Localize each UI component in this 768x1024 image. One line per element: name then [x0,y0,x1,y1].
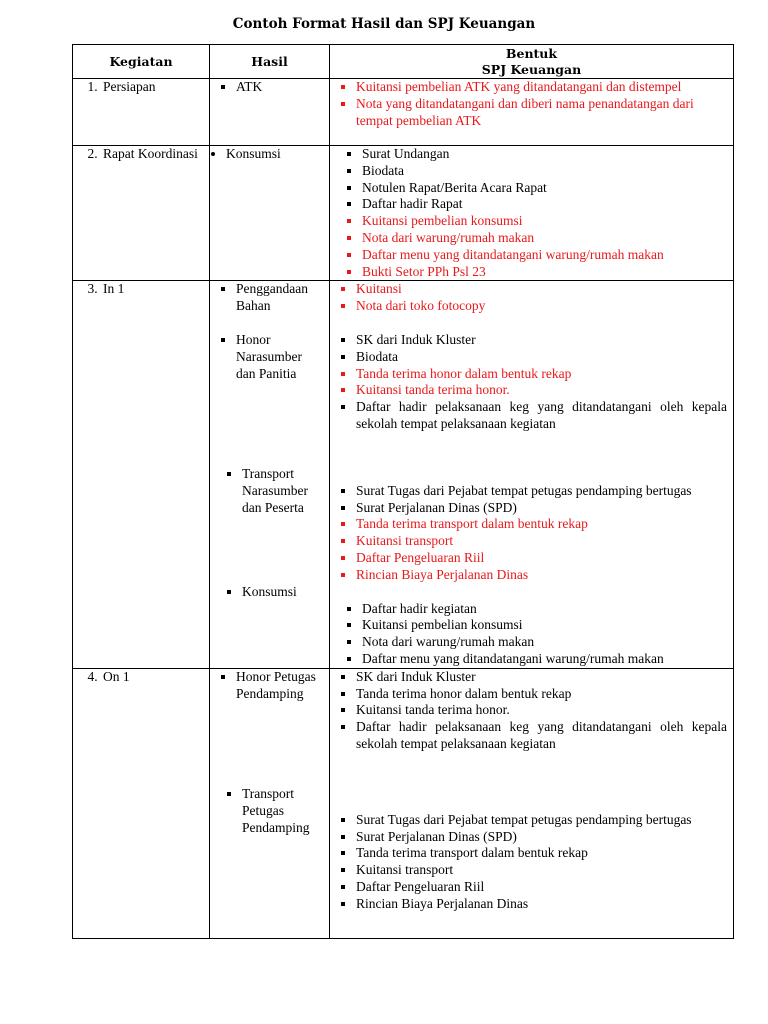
spj-item: ▪ Surat Tugas dari Pejabat tempat petugas pendamping bertugas [356,483,727,500]
spj-item: ▪ Kuitansi transport [356,533,727,550]
spj-item: ▪ Surat Tugas dari Pejabat tempat petugas pendamping bertugas [356,812,727,829]
hasil-item: ▪ Honor Narasumber dan Panitia [236,332,323,382]
spj-item: ▪ Notulen Rapat/Berita Acara Rapat [362,180,727,197]
header-kegiatan: Kegiatan [73,45,210,79]
table-row [73,146,734,281]
header-bentuk-line1: Bentuk [505,45,558,61]
spj-item: ▪ Nota dari toko fotocopy [356,298,727,315]
hasil-cell [210,668,330,938]
hasil-item: ▪ Transport Petugas Pendamping [242,786,323,836]
spj-item: ▪ Daftar hadir pelaksanaan keg yang ditandatangani oleh kepala sekolah tempat pelaksanaan kegiatan [356,399,727,433]
spj-item: ▪ Daftar hadir kegiatan [362,601,727,618]
spj-table [72,44,734,939]
table-row [73,668,734,938]
spj-cell [330,146,734,281]
kegiatan-cell [73,146,210,281]
hasil-item: • Konsumsi [226,146,323,163]
hasil-cell [210,79,330,146]
spj-cell [330,281,734,668]
spj-item: ▪ Daftar Pengeluaran Riil [356,879,727,896]
spj-item: ▪ Kuitansi tanda terima honor. [356,382,727,399]
spj-item: ▪ Kuitansi pembelian konsumsi [362,617,727,634]
kegiatan-item: 2. Rapat Koordinasi [101,146,203,163]
spj-item: ▪ Daftar menu yang ditandatangani warung/rumah makan [362,651,727,668]
header-hasil: Hasil [210,45,330,79]
spj-item: ▪ Surat Perjalanan Dinas (SPD) [356,829,727,846]
kegiatan-item: 1. Persiapan [101,79,203,96]
spj-item: ▪ Daftar hadir Rapat [362,196,727,213]
spj-cell [330,79,734,146]
spj-item: ▪ Kuitansi pembelian ATK yang ditandatangani dan distempel [356,79,727,96]
header-bentuk-line2: SPJ Keuangan [481,61,582,77]
spj-item: ▪ Biodata [362,163,727,180]
table-row [73,79,734,146]
spj-item: ▪ Rincian Biaya Perjalanan Dinas [356,896,727,913]
kegiatan-cell [73,668,210,938]
hasil-item: ▪ Honor Petugas Pendamping [236,669,323,703]
hasil-cell [210,281,330,668]
spj-item: ▪ Biodata [356,349,727,366]
spj-item: ▪ Tanda terima honor dalam bentuk rekap [356,366,727,383]
document-title: Contoh Format Hasil dan SPJ Keuangan [232,16,536,32]
spj-item: ▪ Nota yang ditandatangani dan diberi nama penandatangan dari tempat pembelian ATK [356,96,727,130]
spj-item: ▪ Kuitansi pembelian konsumsi [362,213,727,230]
spj-item: ▪ Surat Undangan [362,146,727,163]
kegiatan-item: 4. On 1 [101,669,203,686]
header-row [73,45,734,79]
hasil-cell [210,146,330,281]
spj-item: ▪ Rincian Biaya Perjalanan Dinas [356,567,727,584]
kegiatan-item: 3. In 1 [101,281,203,298]
spj-item: ▪ Nota dari warung/rumah makan [362,634,727,651]
spj-item: ▪ Tanda terima honor dalam bentuk rekap [356,686,727,703]
spj-item: ▪ Tanda terima transport dalam bentuk rekap [356,845,727,862]
table-row [73,281,734,668]
spj-item: ▪ Bukti Setor PPh Psl 23 [362,264,727,281]
spj-item: ▪ Kuitansi [356,281,727,298]
hasil-item: ▪ ATK [236,79,323,96]
spj-item: ▪ Kuitansi transport [356,862,727,879]
header-bentuk [330,45,734,79]
spj-item: ▪ SK dari Induk Kluster [356,669,727,686]
hasil-item: ▪ Konsumsi [242,584,323,601]
spj-item: ▪ Surat Perjalanan Dinas (SPD) [356,500,727,517]
spj-item: ▪ Kuitansi tanda terima honor. [356,702,727,719]
spj-item: ▪ Nota dari warung/rumah makan [362,230,727,247]
spj-item: ▪ Tanda terima transport dalam bentuk rekap [356,516,727,533]
kegiatan-cell [73,79,210,146]
spj-item: ▪ Daftar menu yang ditandatangani warung/rumah makan [362,247,727,264]
spj-cell [330,668,734,938]
hasil-item: ▪ Transport Narasumber dan Peserta [242,466,323,516]
spj-item: ▪ SK dari Induk Kluster [356,332,727,349]
spj-item: ▪ Daftar hadir pelaksanaan keg yang ditandatangani oleh kepala sekolah tempat pelaksanaan kegiatan [356,719,727,753]
spj-item: ▪ Daftar Pengeluaran Riil [356,550,727,567]
hasil-item: ▪ Penggandaan Bahan [236,281,323,315]
kegiatan-cell [73,281,210,668]
